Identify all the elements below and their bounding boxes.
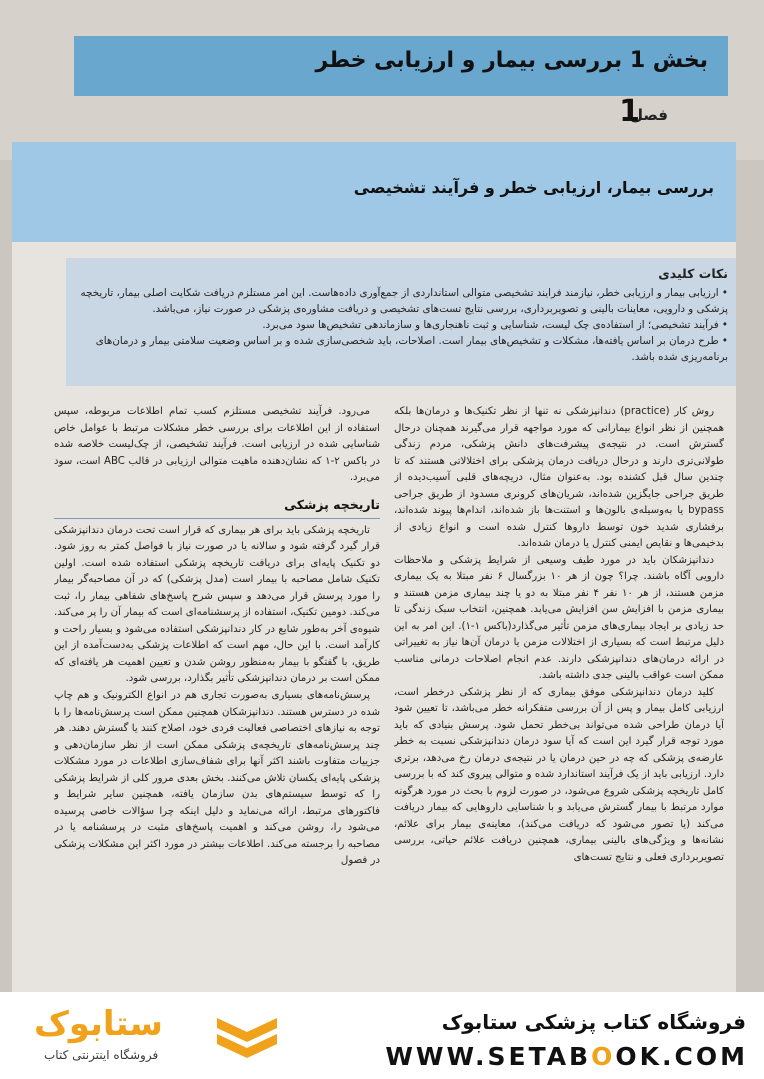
chapter-title: بررسی بیمار، ارزیابی خطر و فرآیند تشخیصی: [353, 178, 714, 197]
body-paragraph: دندانپزشکان باید در مورد طیف وسیعی از شرایط پزشکی و ملاحظات دارویی آگاه باشند. چرا؟ چون از هر ۱۰ بزرگسال ۶ نفر مبتلا به یک بیماری مزمن هستند، از هر ۱۰ نفر ۴ نفر مبتلا به دو یا چند بیماری مزمن هستند و بیماری مزمن با افزایش سن افزایش می‌یابد. همچنین، انتخاب سبک زندگی تا حد زیادی بر ایجاد بیماری‌های مزمن تأثیر می‌گذارد(باکس ۱-۱). این امر به این دلیل مرتبط است که بسیاری از اختلالات مزمن یا درمان آن‌ها نیاز به تغییراتی در ارائه درمان‌های دندانپزشکی دارند. عدم انجام اصلاحات درمانی مناسب ممکن است عواقب بالینی جدی داشته باشد.: [394, 554, 724, 682]
url-highlight: O: [591, 1042, 616, 1071]
part-banner: [74, 36, 728, 96]
book-logo-icon: [212, 1008, 282, 1064]
chapter-label: [596, 96, 728, 140]
part-title: بخش 1 بررسی بیمار و ارزیابی خطر: [315, 48, 708, 73]
key-point-item: • ارزیابی بیمار و ارزیابی خطر، نیازمند فرایند تشخیصی متوالی استانداردی از جمع‌آوری داده‌هاست. این امر مستلزم دریافت شکایت اصلی بیمار، تاریخچه پزشکی و دارویی، معاینات بالینی و تصویربرداری، بررسی نتایج تست‌های تشخیصی و دریافت مشاوره‌ی پزشکی در صورت نیاز، می‌باشد.: [80, 287, 728, 316]
store-logo[interactable]: ستابوک: [34, 1004, 163, 1044]
url-part: OK.COM: [615, 1042, 748, 1071]
key-point-item: • طرح درمان بر اساس یافته‌ها، مشکلات و تشخیص‌های بیمار است. اصلاحات، باید شخصی‌سازی شده و بر اساس وضعیت سلامتی بیمار و درمان‌های برنامه‌ریزی شده باشد.: [95, 335, 728, 364]
book-page: [12, 142, 736, 1002]
right-column: [394, 404, 724, 1002]
body-paragraph: پرسش‌نامه‌های بسیاری به‌صورت تجاری هم در انواع الکترونیک و هم چاپ شده در دسترس هستند. دندانپزشکان همچنین ممکن است پرسش‌نامه‌ها را با توجه به نیازهای اختصاصی فعالیت فردی خود، اصلاح کنند یا گسترش دهند. هر چند پرسش‌نامه‌های تاریخچه‌ی پزشکی ممکن است از نظر سازمان‌دهی و جزییات متفاوت باشند اکثر آنها برای شفاف‌سازی اطلاعات در مورد مشکلات پزشکی پایه‌ای یکسان تلاش می‌کنند. بخش بعدی مرور کلی از شرایط پزشکی را که توسط سیستم‌های بدن سازمان یافته، همچنین سایر شرایط و فاکتورهای مرتبط، ارائه می‌نماید و دلیل اینکه چرا سؤالات خاصی پرسیده می‌شود را، روشن می‌کند و اهمیت پاسخ‌های مثبت در پرسشنامه یا در مصاحبه را برجسته می‌کند. اطلاعات بیشتر در مورد اکثر این مشکلات پزشکی در فصول: [54, 689, 380, 867]
body-paragraph: تاریخچه پزشکی باید برای هر بیماری که قرار است تحت درمان دندانپزشکی قرار گیرد گرفته شود و سالانه یا در صورت نیاز با فواصل کمتر به روز شود. دو تکنیک پایه‌ای برای دریافت تاریخچه پزشکی استفاده شده است. اولین تکنیک شامل مصاحبه با بیمار است (مدل پزشکی) که در آن مصاحبه‌گر بیمار را مورد پرسش قرار می‌دهد و سپس شرح پاسخ‌های شفاهی بیمار را، ثبت می‌کند. دومین تکنیک، استفاده از پرسشنامه‌ای است که بیمار آن را پر می‌کند. شیوه‌ی آخر به‌طور شایع در کار دندانپزشکی استفاده می‌شود و بسیار راحت و کارآمد است. با این حال، مهم است که اطلاعات پزشکی به‌دست‌آمده از این طریق، با گفتگو با بیمار به‌منظور روشن شدن و تعیین اهمیت هر یافته‌ای که ممکن است بر درمان دندانپزشکی تأثیر بگذارد، بررسی شود.: [54, 524, 380, 685]
chapter-number: 1: [619, 94, 640, 129]
key-point-item: • فرآیند تشخیصی؛ از استفاده‌ی چک لیست، شناسایی و ثبت ناهنجاری‌ها و سازماندهی تشخیص‌ها سود می‌برد.: [262, 319, 728, 332]
key-points-heading: نکات کلیدی: [658, 266, 728, 281]
left-column: [54, 404, 380, 1002]
body-paragraph: می‌رود. فرآیند تشخیصی مستلزم کسب تمام اطلاعات مربوطه، سپس استفاده از این اطلاعات برای بررسی خطر مشکلات مرتبط با عوامل خاص شناسایی شده در ارزیابی است. فرآیند تشخیصی، از چک‌لیست خلاصه شده در باکس ۲-۱ که نشان‌دهنده ماهیت متوالی ارزیابی در قالب ABC است، سود می‌برد.: [54, 406, 380, 484]
section-heading-medical-history: تاریخچه پزشکی: [54, 495, 380, 519]
store-logo-subtitle: فروشگاه اینترنتی کتاب: [44, 1048, 159, 1062]
store-url[interactable]: [385, 1042, 748, 1071]
url-part: WWW.SETAB: [385, 1042, 592, 1071]
chapter-title-banner: [12, 142, 736, 242]
store-name: فروشگاه کتاب پزشکی ستابوک: [441, 1010, 746, 1034]
key-points-box: [66, 258, 736, 386]
body-paragraph: روش کار (practice) دندانپزشکی نه تنها از نظر تکنیک‌ها و درمان‌ها بلکه همچنین از نظر انواع بیمارانی که مورد مواجهه قرار می‌گیرند همچنان درحال گسترش است. در نتیجه‌ی پیشرفت‌های دانش پزشکی، مردم زندگی طولانی‌تری دارند و درحال دریافت درمان پزشکی برای اختلالاتی هستند که تا چندین سال قبل کشنده بود. به‌عنوان مثال، دریچه‌های قلبی آسیب‌دیده از طریق جراحی جایگزین شده‌اند، شریان‌های کرونری مسدود از طریق جراحی bypass یا به‌وسیله‌ی بالون‌ها و استنت‌ها باز شده‌اند، اندام‌ها پیوند شده‌اند، برفشاری شدید خون توسط داروها کنترل شده است و انواع زیادی از بدخیمی‌ها و نقایص ایمنی کنترل یا درمان شده‌اند.: [394, 406, 724, 550]
chapter-word: فصل: [630, 106, 668, 124]
body-paragraph: کلید درمان دندانپزشکی موفق بیماری که از نظر پزشکی درخطر است، ارزیابی کامل بیمار و پس از آن بررسی متفکرانه خطر می‌باشد، تا تعیین شود آیا درمان طراحی شده می‌تواند بی‌خطر تحمل شود. پرسش بنیادی که باید مورد توجه قرار گیرد این است که آیا سود درمان دندانپزشکی نسبت به خطر عارضه‌ی پزشکی که چه در حین درمان یا در نتیجه‌ی درمان رخ می‌دهد، برتری دارد. ارزیابی باید از یک فرآیند استاندارد شده و متوالی پیروی کند که با بررسی کامل تاریخچه پزشکی شروع می‌شود، در صورت لزوم با بحث در مورد هرگونه موارد مرتبط با بیمار گسترش می‌یابد و با شناسایی داروهایی که بیمار دریافت می‌کند (یا تصور می‌شود که دریافت می‌کند)، معاینه‌ی بیمار برای علائم، نشانه‌ها و ویژگی‌های بالینی بیماری، همچنین دریافت علائم حیاتی، بررسی تصویربرداری فعلی و نتایج تست‌های: [394, 686, 724, 863]
store-footer: [0, 992, 764, 1079]
